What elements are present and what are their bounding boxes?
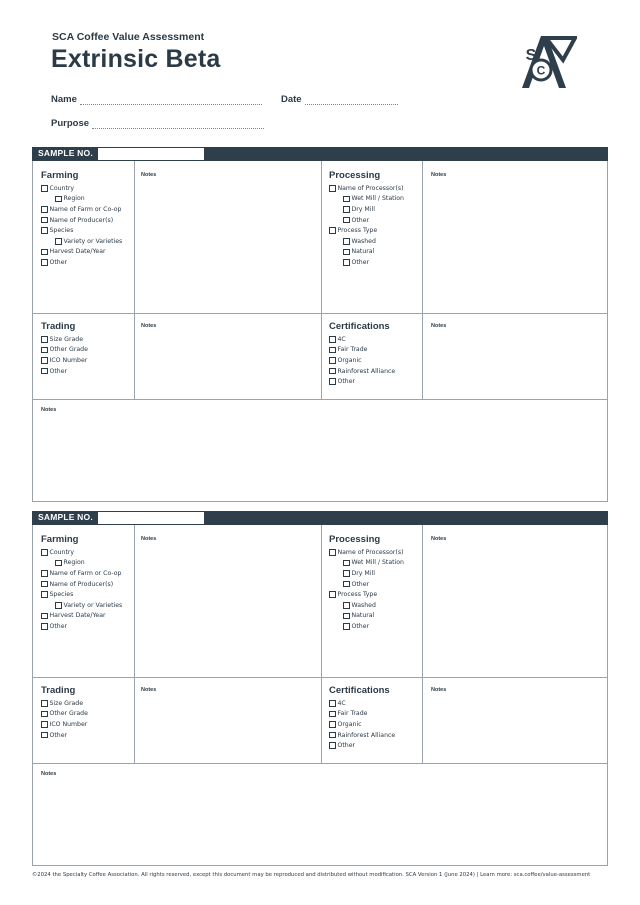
name-label: Name <box>51 94 77 105</box>
checkbox-organic[interactable]: Organic <box>329 719 395 730</box>
checkbox-dry-mill[interactable]: Dry Mill <box>329 204 404 215</box>
checkbox-harvest-date[interactable]: Harvest Date/Year <box>41 611 122 622</box>
checkbox-box[interactable] <box>41 732 48 739</box>
checkbox-process-type[interactable]: Process Type <box>329 589 404 600</box>
checkbox-box[interactable] <box>41 591 48 598</box>
checkbox-farm-name[interactable]: Name of Farm or Co-op <box>41 204 122 215</box>
checkbox-species[interactable]: Species <box>41 589 122 600</box>
farming-notes-label: Notes <box>141 172 157 178</box>
checkbox-4c[interactable]: 4C <box>329 334 395 345</box>
sample-block-2 <box>32 511 608 866</box>
farming-title: Farming <box>41 170 79 181</box>
general-notes-label: Notes <box>41 407 57 413</box>
checkbox-box[interactable] <box>41 336 48 343</box>
checkbox-box[interactable] <box>343 581 350 588</box>
checkbox-region[interactable]: Region <box>41 194 122 205</box>
checkbox-box[interactable] <box>329 347 336 354</box>
checkbox-washed[interactable]: Washed <box>329 600 404 611</box>
name-field[interactable] <box>51 94 262 105</box>
checkbox-natural[interactable]: Natural <box>329 611 404 622</box>
date-field[interactable] <box>281 94 398 105</box>
checkbox-box[interactable] <box>329 357 336 364</box>
checkbox-box[interactable] <box>41 259 48 266</box>
checkbox-box[interactable] <box>41 217 48 224</box>
checkbox-box[interactable] <box>329 591 336 598</box>
processing-title: Processing <box>329 534 381 545</box>
checkbox-box[interactable] <box>329 711 336 718</box>
purpose-field[interactable] <box>51 118 264 129</box>
general-notes-label: Notes <box>41 771 57 777</box>
checkbox-country[interactable]: Country <box>41 183 122 194</box>
checkbox-farm-name[interactable]: Name of Farm or Co-op <box>41 568 122 579</box>
checkbox-dry-mill[interactable]: Dry Mill <box>329 568 404 579</box>
checkbox-farming-other[interactable]: Other <box>41 621 122 632</box>
checkbox-box[interactable] <box>55 602 62 609</box>
processing-title: Processing <box>329 170 381 181</box>
checkbox-washed[interactable]: Washed <box>329 236 404 247</box>
checkbox-box[interactable] <box>329 185 336 192</box>
checkbox-box[interactable] <box>41 368 48 375</box>
certifications-notes-label: Notes <box>431 687 447 693</box>
checkbox-box[interactable] <box>55 196 62 203</box>
checkbox-box[interactable] <box>343 570 350 577</box>
checkbox-rainforest[interactable]: Rainforest Alliance <box>329 730 395 741</box>
checkbox-ico-number[interactable]: ICO Number <box>41 355 88 366</box>
trading-notes-label: Notes <box>141 323 157 329</box>
checkbox-box[interactable] <box>41 613 48 620</box>
checkbox-box[interactable] <box>329 721 336 728</box>
checkbox-box[interactable] <box>41 581 48 588</box>
checkbox-natural[interactable]: Natural <box>329 247 404 258</box>
checkbox-box[interactable] <box>343 206 350 213</box>
farming-title: Farming <box>41 534 79 545</box>
sca-logo-icon <box>519 32 577 90</box>
sample-grid <box>32 161 608 502</box>
date-input-line[interactable] <box>305 97 398 105</box>
checkbox-box[interactable] <box>329 549 336 556</box>
checkbox-rainforest[interactable]: Rainforest Alliance <box>329 366 395 377</box>
checkbox-process-other[interactable]: Other <box>329 621 404 632</box>
certifications-section <box>329 685 395 751</box>
checkbox-wet-mill[interactable]: Wet Mill / Station <box>329 194 404 205</box>
checkbox-box[interactable] <box>41 721 48 728</box>
checkbox-box[interactable] <box>343 560 350 567</box>
checkbox-box[interactable] <box>343 613 350 620</box>
checkbox-fair-trade[interactable]: Fair Trade <box>329 345 395 356</box>
sca-logo <box>519 32 577 90</box>
checkbox-box[interactable] <box>329 227 336 234</box>
sample-no-label: SAMPLE NO. <box>38 148 93 158</box>
checkbox-other-grade[interactable]: Other Grade <box>41 709 88 720</box>
page-subtitle: SCA Coffee Value Assessment <box>52 31 205 43</box>
checkbox-box[interactable] <box>343 196 350 203</box>
checkbox-box[interactable] <box>343 602 350 609</box>
checkbox-ico-number[interactable]: ICO Number <box>41 719 88 730</box>
footer-copyright: ©2024 the Specialty Coffee Association. All rights reserved, except this document may be reproduced and distributed without modification. SCA Version 1 (June 2024) | Learn more: sca.coffee/value-assessment <box>32 872 591 878</box>
checkbox-box[interactable] <box>343 217 350 224</box>
trading-section <box>41 321 88 376</box>
purpose-label: Purpose <box>51 118 90 129</box>
checkbox-country[interactable]: Country <box>41 547 122 558</box>
checkbox-box[interactable] <box>41 700 48 707</box>
checkbox-cert-other[interactable]: Other <box>329 376 395 387</box>
farming-notes-label: Notes <box>141 536 157 542</box>
sample-no-input[interactable] <box>98 512 204 524</box>
checkbox-box[interactable] <box>41 570 48 577</box>
checkbox-box[interactable] <box>41 249 48 256</box>
certifications-title: Certifications <box>329 685 390 696</box>
checkbox-4c[interactable]: 4C <box>329 698 395 709</box>
checkbox-farming-other[interactable]: Other <box>41 257 122 268</box>
checkbox-box[interactable] <box>41 206 48 213</box>
checkbox-other-grade[interactable]: Other Grade <box>41 345 88 356</box>
checkbox-box[interactable] <box>329 368 336 375</box>
checkbox-processor-name[interactable]: Name of Processor(s) <box>329 547 404 558</box>
checkbox-wet-mill[interactable]: Wet Mill / Station <box>329 558 404 569</box>
checkbox-box[interactable] <box>343 259 350 266</box>
sample-header <box>32 511 608 525</box>
checkbox-box[interactable] <box>343 238 350 245</box>
checkbox-box[interactable] <box>329 700 336 707</box>
date-label: Date <box>281 94 302 105</box>
processing-notes-label: Notes <box>431 172 447 178</box>
checkbox-box[interactable] <box>329 378 336 385</box>
checkbox-box[interactable] <box>329 732 336 739</box>
checkbox-box[interactable] <box>41 623 48 630</box>
trading-title: Trading <box>41 321 76 332</box>
trading-notes-label: Notes <box>141 687 157 693</box>
processing-section <box>329 534 404 632</box>
name-input-line[interactable] <box>80 97 262 105</box>
checkbox-producer-name[interactable]: Name of Producer(s) <box>41 579 122 590</box>
page-title: Extrinsic Beta <box>51 45 221 73</box>
checkbox-box[interactable] <box>41 347 48 354</box>
trading-title: Trading <box>41 685 76 696</box>
checkbox-box[interactable] <box>329 336 336 343</box>
checkbox-variety[interactable]: Variety or Varieties <box>41 600 122 611</box>
certifications-section <box>329 321 395 387</box>
checkbox-processor-name[interactable]: Name of Processor(s) <box>329 183 404 194</box>
checkbox-region[interactable]: Region <box>41 558 122 569</box>
certifications-notes-label: Notes <box>431 323 447 329</box>
svg-text:C: C <box>536 63 546 78</box>
checkbox-size-grade[interactable]: Size Grade <box>41 698 88 709</box>
checkbox-variety[interactable]: Variety or Varieties <box>41 236 122 247</box>
sample-header <box>32 147 608 161</box>
farming-section <box>41 534 122 632</box>
checkbox-trading-other[interactable]: Other <box>41 730 88 741</box>
checkbox-box[interactable] <box>55 560 62 567</box>
svg-text:S: S <box>525 47 537 64</box>
checkbox-box[interactable] <box>343 623 350 630</box>
checkbox-producer-name[interactable]: Name of Producer(s) <box>41 215 122 226</box>
checkbox-harvest-date[interactable]: Harvest Date/Year <box>41 247 122 258</box>
sample-no-input[interactable] <box>98 148 204 160</box>
checkbox-box[interactable] <box>41 711 48 718</box>
processing-section <box>329 170 404 268</box>
checkbox-fair-trade[interactable]: Fair Trade <box>329 709 395 720</box>
checkbox-box[interactable] <box>41 185 48 192</box>
farming-section <box>41 170 122 268</box>
checkbox-process-other[interactable]: Other <box>329 257 404 268</box>
checkbox-species[interactable]: Species <box>41 225 122 236</box>
checkbox-trading-other[interactable]: Other <box>41 366 88 377</box>
checkbox-processor-other[interactable]: Other <box>329 215 404 226</box>
sample-block-1 <box>32 147 608 502</box>
sample-grid <box>32 525 608 866</box>
checkbox-box[interactable] <box>41 357 48 364</box>
checkbox-box[interactable] <box>55 238 62 245</box>
certifications-title: Certifications <box>329 321 390 332</box>
checkbox-cert-other[interactable]: Other <box>329 740 395 751</box>
checkbox-box[interactable] <box>41 227 48 234</box>
checkbox-size-grade[interactable]: Size Grade <box>41 334 88 345</box>
checkbox-box[interactable] <box>343 249 350 256</box>
checkbox-organic[interactable]: Organic <box>329 355 395 366</box>
purpose-input-line[interactable] <box>92 121 264 129</box>
trading-section <box>41 685 88 740</box>
checkbox-process-type[interactable]: Process Type <box>329 225 404 236</box>
processing-notes-label: Notes <box>431 536 447 542</box>
checkbox-box[interactable] <box>41 549 48 556</box>
sample-no-label: SAMPLE NO. <box>38 512 93 522</box>
checkbox-processor-other[interactable]: Other <box>329 579 404 590</box>
checkbox-box[interactable] <box>329 742 336 749</box>
